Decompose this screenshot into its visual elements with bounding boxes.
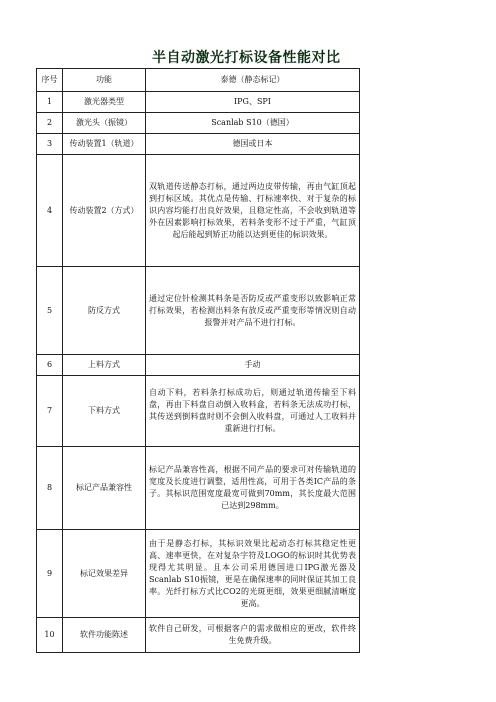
row-description: Scanlab S10（德国） bbox=[146, 113, 360, 134]
row-description: IPG、SPI bbox=[146, 92, 360, 113]
table-row bbox=[37, 267, 360, 355]
table-row bbox=[37, 530, 360, 618]
row-index: 5 bbox=[37, 267, 63, 355]
comparison-table bbox=[36, 68, 360, 653]
page-title: 半自动激光打标设备性能对比 bbox=[152, 50, 341, 66]
row-function: 标记产品兼容性 bbox=[63, 447, 146, 530]
row-function: 传动装置1（轨道） bbox=[63, 134, 146, 155]
row-index: 2 bbox=[37, 113, 63, 134]
row-index: 4 bbox=[37, 155, 63, 267]
row-description: 软件自己研发，可根据客户的需求做相应的更改，软件终生免费升级。 bbox=[146, 618, 360, 653]
table-header-row bbox=[37, 69, 360, 92]
row-function: 软件功能陈述 bbox=[63, 618, 146, 653]
header-function: 功能 bbox=[63, 69, 146, 92]
row-index: 7 bbox=[37, 376, 63, 447]
row-function: 标记效果差异 bbox=[63, 530, 146, 618]
row-function: 激光头（振镜） bbox=[63, 113, 146, 134]
row-description: 由于是静态打标，其标识效果比起动态打标其稳定性更高、速率更快，在对复杂字符及LOGO的标识时其优势表现得尤其明显。且本公司采用德国进口IPG激光器及Scanlab S10振镜，更是在确保速率的同时保证其加工良率。光纤打标方式比CO2的光斑更细，效果更细腻清晰度更高。 bbox=[146, 530, 360, 618]
row-description: 通过定位针检测其料条是否防反或严重变形以致影响正常打标效果，若检测出料条有放反或严重变形等情况则自动报警并对产品不进行打标。 bbox=[146, 267, 360, 355]
row-function: 上料方式 bbox=[63, 355, 146, 376]
row-index: 8 bbox=[37, 447, 63, 530]
row-function: 激光器类型 bbox=[63, 92, 146, 113]
table-row bbox=[37, 92, 360, 113]
table-row bbox=[37, 618, 360, 653]
table-row bbox=[37, 376, 360, 447]
row-index: 6 bbox=[37, 355, 63, 376]
row-description: 德国或日本 bbox=[146, 134, 360, 155]
row-index: 3 bbox=[37, 134, 63, 155]
row-description: 双轨道传送静态打标，通过两边皮带传输，再由气缸顶起到打标区域。其优点是传输、打标速率快、对于复杂的标识内容均能打出良好效果，且稳定性高，不会收到轨道等外在因素影响打标效果，若料条变形不过于严重，气缸顶起后能起到矫正功能以达到更佳的标识效果。 bbox=[146, 155, 360, 267]
row-description: 手动 bbox=[146, 355, 360, 376]
table-row bbox=[37, 447, 360, 530]
row-index: 1 bbox=[37, 92, 63, 113]
row-index: 9 bbox=[37, 530, 63, 618]
row-description: 自动下料，若料条打标成功后，则通过轨道传输至下料盘，再由下料盘自动倒入收料盒，若料条无法成功打标，其传送到倒料盘时则不会倒入收料盘，可通过人工收料并重新进行打标。 bbox=[146, 376, 360, 447]
header-index: 序号 bbox=[37, 69, 63, 92]
table-row bbox=[37, 113, 360, 134]
row-description: 标记产品兼容性高，根据不同产品的要求可对传输轨道的宽度及长度进行调整，适用性高，可用于各类IC产品的条子。其标识范围宽度最宽可做到70mm，其长度最大范围已达到298mm。 bbox=[146, 447, 360, 530]
row-index: 10 bbox=[37, 618, 63, 653]
row-function: 传动装置2（方式） bbox=[63, 155, 146, 267]
table-row bbox=[37, 155, 360, 267]
table-row bbox=[37, 134, 360, 155]
row-function: 下料方式 bbox=[63, 376, 146, 447]
table-row bbox=[37, 355, 360, 376]
header-description: 泰德（静态标记） bbox=[146, 69, 360, 92]
row-function: 防反方式 bbox=[63, 267, 146, 355]
